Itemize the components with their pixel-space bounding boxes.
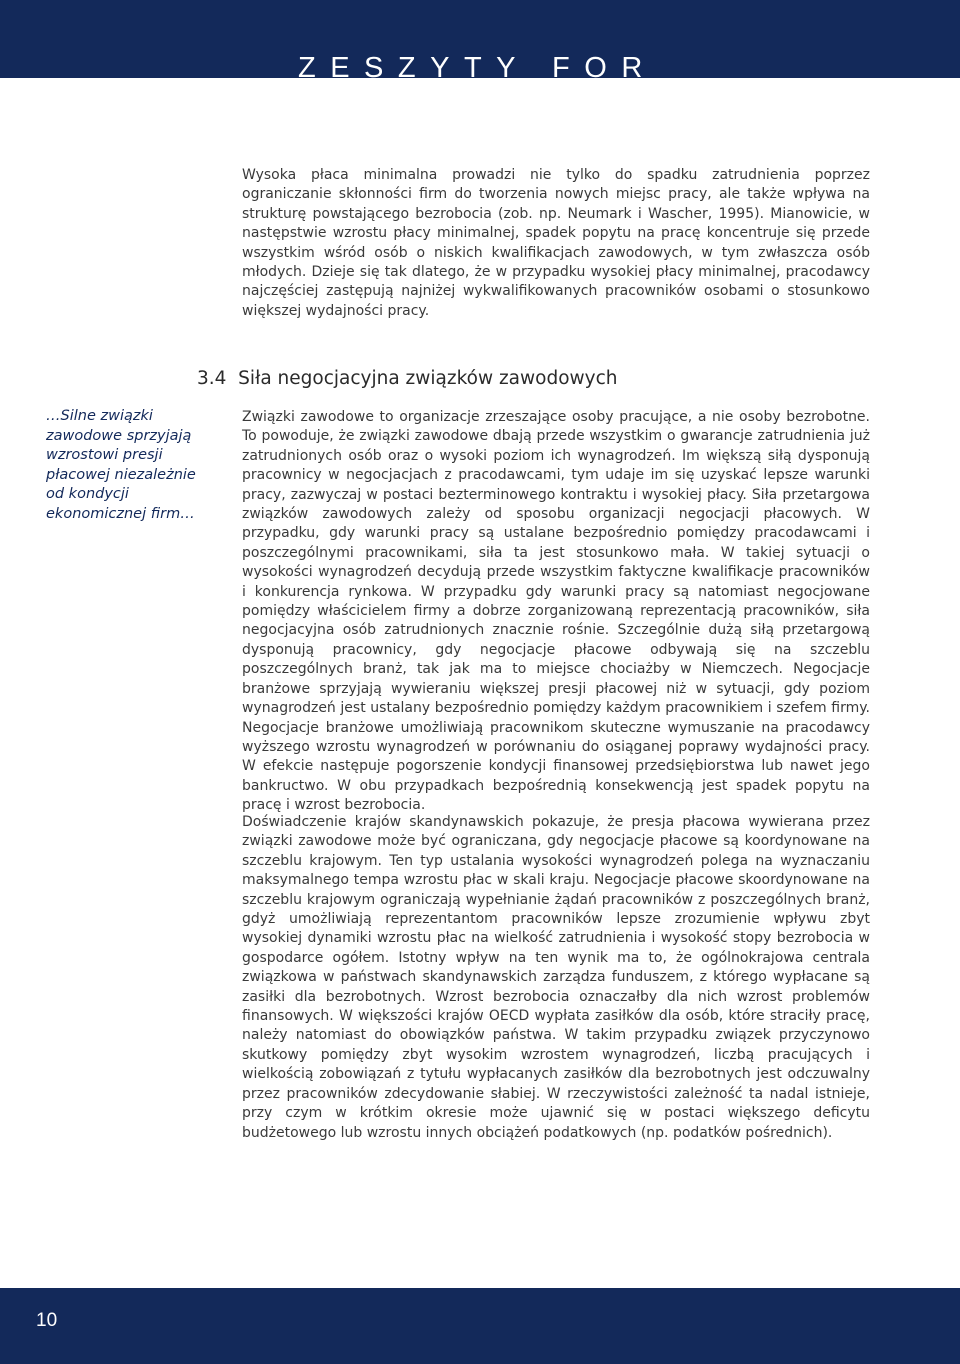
body-paragraph-scandinavia: Doświadczenie krajów skandynawskich pokazuje, że presja płacowa wywierana przez związki zawodowe może być ograniczana, gdy negocjacje płacowe są koordynowane na szczeblu krajowym. Ten typ ustalania wysokości wynagrodzeń polega na wyznaczaniu maksymalnego tempa wzrostu płac w skali kraju. Negocjacje płacowe skoordynowane na szczeblu krajowym ograniczają wypełnianie żądań pracowników z poszczególnych branż, gdyż umożliwiają reprezentantom pracowników lepsze zrozumienie wpływu zbyt wysokiej dynamiki wzrostu płac na wielkość zatrudnienia i wysokość stopy bezrobocia w gospodarce ogółem. Istotny wpływ na ten wynik ma to, że ogólnokrajowa centrala związkowa w państwach skandynawskich zarządza funduszem, z którego wypłacane są zasiłki dla bezrobotnych. Wzrost bezrobocia oznaczałby dla nich wzrost problemów finansowych. W większości krajów OECD wypłata zasiłków dla osób, które straciły pracę, należy natomiast do obowiązków państwa. W takim przypadku związek przyczynowo skutkowy pomiędzy zbyt wysokim wzrostem wynagrodzeń, liczbą pracujących i wielkością zobowiązań z tytułu wypłacanych zasiłków dla bezrobotnych jest odczuwalny przez pracowników zdecydowanie słabiej. W rzeczywistości zależność ta nadal istnieje, przy czym w krótkim okresie może ujawnić się w postaci większego deficytu budżetowego lub wzrostu innych obciążeń podatkowych (np. podatków pośrednich). (242, 814, 870, 1141)
body-paragraph-unions: Związki zawodowe to organizacje zrzeszające osoby pracujące, a nie osoby bezrobotne. To powoduje, że związki zawodowe dbają przede wszystkim o gwarancje zatrudnienia już zatrudnionych osób oraz o wysoki poziom ich wynagrodzeń. Im większą siłą dysponują pracownicy w negocjacjach z pracodawcami, tym udaje im się uzyskać lepsze warunki pracy, zazwyczaj w postaci bezterminowego kontraktu i wysokiej płacy. Siła przetargowa związków zawodowych zależy od sposobu organizacji negocjacji płacowych. W przypadku, gdy warunki pracy są ustalane bezpośrednio pomiędzy pracodawcami i poszczególnymi pracownikami, siła ta jest stosunkowo mała. W takiej sytuacji o wysokości wynagrodzeń decydują przede wszystkim faktyczne kwalifikacje pracowników i konkurencja rynkowa. W przypadku gdy warunki pracy są natomiast negocjowane pomiędzy właścicielem firmy a dobrze zorganizowaną reprezentacją pracowników, siła negocjacyjna osób zatrudnionych znacznie rośnie. Szczególnie dużą siłą przetargową dysponują pracownicy, gdy negocjacje płacowe odbywają się na szczeblu poszczególnych branż, tak jak ma to miejsce chociażby w Niemczech. Negocjacje branżowe sprzyjają wywieraniu większej presji płacowej niż w sytuacji, gdy poziom wynagrodzeń jest ustalany bezpośrednio pomiędzy każdym pracownikiem i szefem firmy. Negocjacje branżowe umożliwiają pracownikom skuteczne wymuszanie na pracodawcy wyższego wzrostu wynagrodzeń w porównaniu do osiąganej poprawy wydajności pracy. W efekcie następuje pogorszenie kondycji finansowej przedsiębiorstwa lub nawet jego bankructwo. W obu przypadkach bezpośrednią konsekwencją jest spadek popytu na pracę i wzrost bezrobocia. (242, 409, 870, 814)
page-number: 10 (36, 1310, 58, 1331)
header-band (0, 0, 960, 84)
section-heading: 3.4 Siła negocjacyjna związków zawodowych (197, 368, 618, 389)
sidebar-quote: …Silne związki zawodowe sprzyjają wzrostowi presji płacowej niezależnie od kondycji ekonomicznej firm… (46, 408, 196, 522)
intro-paragraph: Wysoka płaca minimalna prowadzi nie tylko do spadku zatrudnienia poprzez ograniczanie skłonności firm do tworzenia nowych miejsc pracy, ale także wpływa na strukturę powstającego bezrobocia (zob. np. Neumark i Wascher, 1995). Mianowicie, w następstwie wzrostu płacy minimalnej, spadek popytu na pracę koncentruje się przede wszystkim wśród osób o niskich kwalifikacjach zawodowych, w tym zwłaszcza osób młodych. Dzieje się tak dlatego, że w przypadku wysokiej płacy minimalnej, pracodawcy najczęściej zastępują najniżej wykwalifikowanych pracowników osobami o stosunkowo większej wydajności pracy. (242, 167, 870, 319)
footer-band (0, 1288, 960, 1364)
journal-title: ZESZYTY FOR (298, 52, 657, 84)
